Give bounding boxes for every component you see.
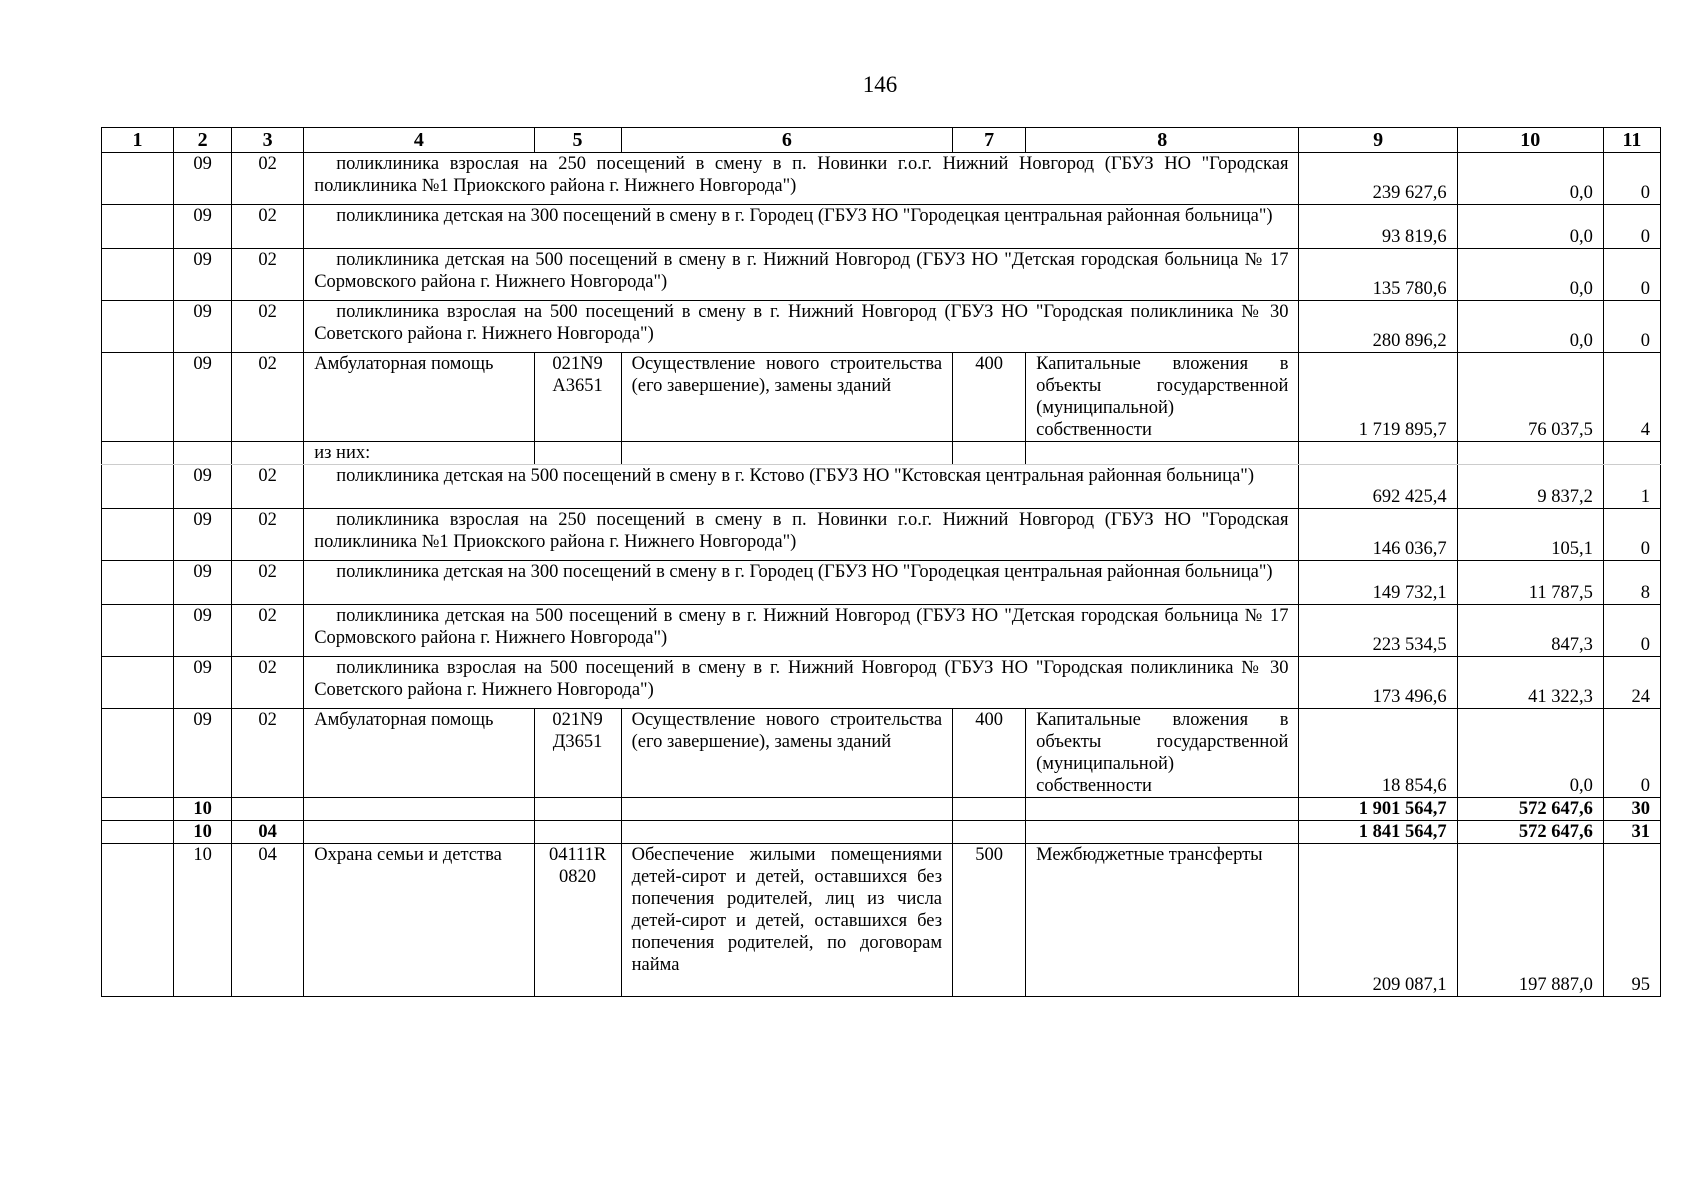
cell-amount-10: 105,1 [1457,509,1603,561]
cell-col-1 [102,657,174,709]
cell-section: 09 [174,249,232,301]
table-row [102,249,1661,301]
cell-amount-9: 135 780,6 [1299,249,1457,301]
cell-empty-6 [621,798,952,821]
cell-amount-11: 0 [1603,605,1660,657]
cell-amount-11: 1 [1603,465,1660,509]
cell-subsection: 02 [232,353,304,442]
cell-section: 10 [174,798,232,821]
cell-subsection: 04 [232,821,304,844]
cell-empty-4 [304,798,534,821]
cell-empty-7 [953,821,1026,844]
header-col-9: 9 [1299,128,1457,153]
cell-section [174,442,232,465]
cell-amount-9: 93 819,6 [1299,205,1457,249]
cell-description: поликлиника детская на 300 посещений в смену в г. Городец (ГБУЗ НО "Городецкая центральная районная больница") [304,205,1299,249]
header-row [102,128,1661,153]
cell-amount-10: 0,0 [1457,709,1603,798]
cell-description: поликлиника взрослая на 250 посещений в смену в п. Новинки г.о.г. Нижний Новгород (ГБУЗ НО "Городская поликлиника №1 Приокского района г. Нижнего Новгорода") [304,509,1299,561]
cell-subsection: 02 [232,205,304,249]
cell-subsection: 02 [232,709,304,798]
cell-target-code: 04111R 0820 [534,844,621,997]
cell-total-9: 1 901 564,7 [1299,798,1457,821]
cell-col-1 [102,821,174,844]
cell-col-1 [102,465,174,509]
cell-amount-9: 173 496,6 [1299,657,1457,709]
cell-col-1 [102,301,174,353]
cell-subsection: 02 [232,153,304,205]
cell-total-10: 572 647,6 [1457,798,1603,821]
cell-section: 10 [174,844,232,997]
cell-description: поликлиника детская на 300 посещений в смену в г. Городец (ГБУЗ НО "Городецкая центральная районная больница") [304,561,1299,605]
cell-amount-9: 209 087,1 [1299,844,1457,997]
cell-empty-6 [621,821,952,844]
cell-total-9: 1 841 564,7 [1299,821,1457,844]
cell-subsection: 02 [232,605,304,657]
table-row [102,709,1661,798]
cell-amount-11: 0 [1603,709,1660,798]
cell-description: поликлиника детская на 500 посещений в смену в г. Нижний Новгород (ГБУЗ НО "Детская городская больница № 17 Сормовского района г. Нижнего Новгорода") [304,605,1299,657]
cell-col-1 [102,153,174,205]
cell-amount-11: 0 [1603,249,1660,301]
cell-amount-9: 223 534,5 [1299,605,1457,657]
table-row [102,465,1661,509]
cell-amount-10: 76 037,5 [1457,353,1603,442]
cell-expense-name: Капитальные вложения в объекты государственной (муниципальной) собственности [1026,353,1299,442]
cell-name: Охрана семьи и детства [304,844,534,997]
cell-amount-9: 146 036,7 [1299,509,1457,561]
table-row [102,301,1661,353]
cell-empty-8 [1026,798,1299,821]
cell-subsection: 02 [232,657,304,709]
cell-amount-11: 4 [1603,353,1660,442]
cell-amount-11: 8 [1603,561,1660,605]
cell-purpose: Обеспечение жилыми помещениями детей-сирот и детей, оставшихся без попечения родителей, лиц из числа детей-сирот и детей, оставшихся без попечения родителей, по договорам найма [621,844,952,997]
cell-section: 09 [174,301,232,353]
cell-amount-10: 11 787,5 [1457,561,1603,605]
cell-section: 09 [174,605,232,657]
cell-col-1 [102,709,174,798]
table-row [102,561,1661,605]
cell-amount-11: 24 [1603,657,1660,709]
cell-section: 09 [174,205,232,249]
cell-col-1 [102,605,174,657]
cell-empty-8 [1026,442,1299,465]
cell-amount-10: 197 887,0 [1457,844,1603,997]
cell-subsection: 02 [232,509,304,561]
cell-empty-7 [953,442,1026,465]
cell-amount-11: 95 [1603,844,1660,997]
budget-table [101,127,1661,997]
header-col-1: 1 [102,128,174,153]
cell-amount-10: 0,0 [1457,249,1603,301]
cell-col-1 [102,844,174,997]
cell-subsection: 02 [232,561,304,605]
cell-section: 09 [174,465,232,509]
cell-amount-9: 280 896,2 [1299,301,1457,353]
cell-section: 09 [174,561,232,605]
cell-amount-10: 0,0 [1457,205,1603,249]
cell-section: 09 [174,509,232,561]
cell-expense-type: 500 [953,844,1026,997]
header-col-4: 4 [304,128,534,153]
cell-note: из них: [304,442,534,465]
cell-purpose: Осуществление нового строительства (его завершение), замены зданий [621,353,952,442]
header-col-11: 11 [1603,128,1660,153]
cell-subsection: 02 [232,465,304,509]
header-col-7: 7 [953,128,1026,153]
cell-empty-11 [1603,442,1660,465]
cell-empty-8 [1026,821,1299,844]
header-col-8: 8 [1026,128,1299,153]
cell-amount-11: 0 [1603,509,1660,561]
cell-amount-11: 0 [1603,153,1660,205]
cell-target-code: 021N9 А3651 [534,353,621,442]
cell-description: поликлиника детская на 500 посещений в смену в г. Кстово (ГБУЗ НО "Кстовская центральная районная больница") [304,465,1299,509]
cell-amount-9: 1 719 895,7 [1299,353,1457,442]
cell-subsection [232,798,304,821]
cell-section: 10 [174,821,232,844]
cell-col-1 [102,353,174,442]
header-col-5: 5 [534,128,621,153]
header-col-3: 3 [232,128,304,153]
cell-empty-4 [304,821,534,844]
cell-empty-5 [534,798,621,821]
cell-subsection [232,442,304,465]
cell-expense-name: Капитальные вложения в объекты государственной (муниципальной) собственности [1026,709,1299,798]
cell-empty-5 [534,821,621,844]
header-col-10: 10 [1457,128,1603,153]
table-row [102,605,1661,657]
cell-empty-9 [1299,442,1457,465]
table-body [102,153,1661,997]
table-row [102,205,1661,249]
cell-amount-9: 692 425,4 [1299,465,1457,509]
cell-subsection: 04 [232,844,304,997]
cell-total-10: 572 647,6 [1457,821,1603,844]
cell-section: 09 [174,153,232,205]
cell-amount-9: 149 732,1 [1299,561,1457,605]
cell-empty-5 [534,442,621,465]
cell-purpose: Осуществление нового строительства (его завершение), замены зданий [621,709,952,798]
cell-subsection: 02 [232,301,304,353]
table-row [102,442,1661,465]
cell-empty-7 [953,798,1026,821]
cell-description: поликлиника взрослая на 500 посещений в смену в г. Нижний Новгород (ГБУЗ НО "Городская поликлиника № 30 Советского района г. Нижнего Новгорода") [304,301,1299,353]
header-col-2: 2 [174,128,232,153]
cell-col-1 [102,249,174,301]
cell-total-11: 31 [1603,821,1660,844]
cell-description: поликлиника детская на 500 посещений в смену в г. Нижний Новгород (ГБУЗ НО "Детская городская больница № 17 Сормовского района г. Нижнего Новгорода") [304,249,1299,301]
table-row [102,657,1661,709]
cell-empty-6 [621,442,952,465]
table-row [102,798,1661,821]
table-row [102,509,1661,561]
table-row [102,844,1661,997]
cell-amount-10: 41 322,3 [1457,657,1603,709]
cell-amount-10: 0,0 [1457,301,1603,353]
cell-expense-type: 400 [953,353,1026,442]
table-row [102,821,1661,844]
cell-section: 09 [174,353,232,442]
cell-amount-10: 9 837,2 [1457,465,1603,509]
cell-amount-9: 18 854,6 [1299,709,1457,798]
cell-subsection: 02 [232,249,304,301]
cell-name: Амбулаторная помощь [304,353,534,442]
cell-col-1 [102,561,174,605]
cell-total-11: 30 [1603,798,1660,821]
cell-target-code: 021N9 Д3651 [534,709,621,798]
cell-amount-10: 0,0 [1457,153,1603,205]
cell-description: поликлиника взрослая на 250 посещений в смену в п. Новинки г.о.г. Нижний Новгород (ГБУЗ НО "Городская поликлиника №1 Приокского района г. Нижнего Новгорода") [304,153,1299,205]
cell-amount-10: 847,3 [1457,605,1603,657]
cell-col-1 [102,205,174,249]
cell-amount-11: 0 [1603,205,1660,249]
header-col-6: 6 [621,128,952,153]
cell-amount-11: 0 [1603,301,1660,353]
cell-description: поликлиника взрослая на 500 посещений в смену в г. Нижний Новгород (ГБУЗ НО "Городская поликлиника № 30 Советского района г. Нижнего Новгорода") [304,657,1299,709]
cell-section: 09 [174,657,232,709]
cell-col-1 [102,798,174,821]
cell-amount-9: 239 627,6 [1299,153,1457,205]
table-row [102,153,1661,205]
cell-empty-10 [1457,442,1603,465]
page-number: 146 [862,72,898,97]
cell-expense-name: Межбюджетные трансферты [1026,844,1299,997]
cell-name: Амбулаторная помощь [304,709,534,798]
cell-col-1 [102,509,174,561]
cell-expense-type: 400 [953,709,1026,798]
cell-section: 09 [174,709,232,798]
table-row [102,353,1661,442]
cell-col-1 [102,442,174,465]
